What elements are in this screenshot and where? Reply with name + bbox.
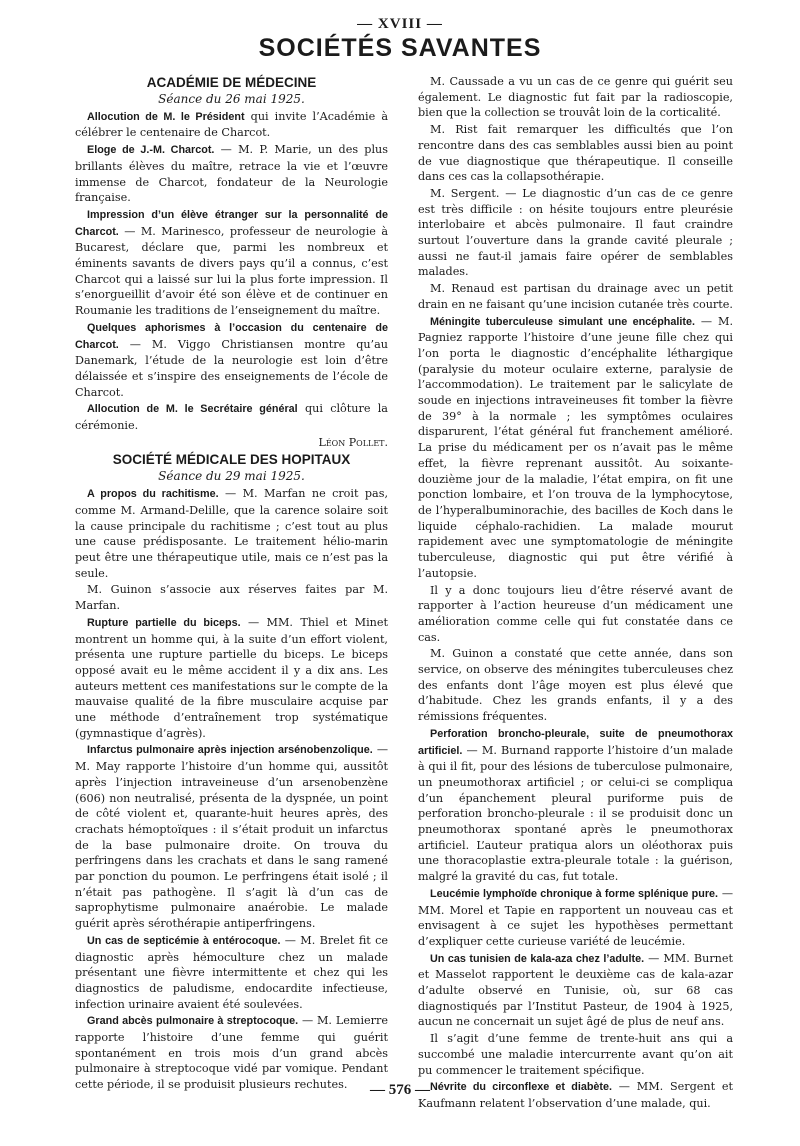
paragraph bbox=[418, 646, 733, 725]
paragraph-text: M. Guinon s’associe aux réserves faites par M. Marfan. bbox=[75, 583, 388, 613]
paragraph-text: M. Guinon a constaté que cette année, dans son service, on observe des méningites tuberculeuses chez des enfants dont l’âge moyen est plus élevé que d’habitude. Chez les grands enfants, il y a des rémissions fréquentes. bbox=[418, 647, 733, 724]
paragraph-text: — MM. Morel et Tapie en rapportent un nouveau cas et envisagent à ce sujet les hypothèses permettant d’expliquer cette curieuse variété de leucémie. bbox=[418, 886, 734, 948]
paragraph-heading: Méningite tuberculeuse simulant une encéphalite. bbox=[430, 315, 695, 328]
paragraph-text: — M. Brelet fit ce diagnostic après hémoculture chez un malade présentant une fièvre intermittente et chez qui les diagnostics de paludisme, endocardite infectieuse, infection urinaire avaient été soulevées. bbox=[75, 933, 388, 1011]
left-column bbox=[75, 74, 388, 1094]
paragraph-text: M. Rist fait remarquer les difficultés que l’on rencontre dans des cas semblables aussi bien au point de vue diagnostique que thérapeutique. Il conseille dans ces cas la collapsothérapie. bbox=[418, 123, 733, 184]
paragraph-heading: Leucémie lymphoïde chronique à forme splénique pure. bbox=[430, 887, 719, 900]
paragraph-heading: Un cas tunisien de kala-aza chez l’adulte. bbox=[430, 952, 645, 965]
paragraph-heading: Quelques aphorismes à l’occasion du centenaire de Charcot. bbox=[75, 321, 388, 351]
paragraph-text: — M. Lemierre rapporte l’histoire d’une femme qui guérit spontanément en trois mois d’un grand abcès pulmonaire à streptocoque vidé par vomique. Pendant cette période, il se produisit plusieurs rechutes. bbox=[75, 1014, 388, 1092]
paragraph bbox=[418, 726, 733, 885]
right-column bbox=[418, 74, 733, 1113]
paragraph-text: Il s’agit d’une femme de trente-huit ans qui a succombé une maladie intercurrente avant qu’on ait pu commencer le traitement spécifique. bbox=[418, 1032, 733, 1077]
paragraph-heading: Névrite du circonflexe et diabète. bbox=[430, 1081, 613, 1094]
paragraph bbox=[75, 109, 388, 141]
paragraph-heading: Perforation broncho-pleurale, suite de pneumothorax artificiel. bbox=[418, 727, 733, 757]
paragraph-heading: A propos du rachitisme. bbox=[87, 488, 219, 501]
paragraph bbox=[75, 401, 388, 433]
paragraph bbox=[75, 142, 388, 206]
paragraph bbox=[75, 615, 388, 742]
paragraph-heading: Impression d’un élève étranger sur la personnalité de Charcot. bbox=[75, 208, 388, 238]
page-number: — 576 — bbox=[370, 1082, 430, 1098]
paragraph-text: — M. Marfan ne croit pas, comme M. Armand-Delille, que la carence solaire soit la cause principale du rachitisme ; c’est tout au plus une cause prédisposante. Le traitement hélio-marin peut être une thérapeutique utile, mais ce n’est pas la seule. bbox=[75, 487, 388, 580]
paragraph bbox=[418, 1031, 733, 1078]
paragraph bbox=[75, 742, 388, 931]
paragraph-text: qui clôture la cérémonie. bbox=[75, 402, 388, 433]
paragraph-heading: Eloge de J.-M. Charcot. bbox=[87, 144, 215, 157]
paragraph-text: — MM. Thiel et Minet montrent un homme qui, à la suite d’un effort violent, présenta une rupture partielle du biceps. Le biceps opposé avait eu le même accident il y a dix ans. Les auteurs mettent ces manifestations sur le compte de la mauvaise qualité de la fibre musculaire acquise par une méthode d’entraînement trop systématique (gymnastique d’agrès). bbox=[75, 615, 388, 740]
signature: Léon Pollet. bbox=[318, 435, 388, 449]
section-numeral: — XVIII — bbox=[357, 16, 443, 32]
paragraph bbox=[75, 933, 388, 1013]
paragraph-heading: Grand abcès pulmonaire à streptocoque. bbox=[87, 1015, 299, 1028]
paragraph-text: — MM. Burnet et Masselot rapportent le deuxième cas de kala-azar d’adulte observé en Tunisie, où, sur 68 cas diagnostiqués par l’Institut Pasteur, de 1904 à 1925, aucun ne concernait un sujet âgé de plus de neuf ans. bbox=[418, 951, 733, 1029]
societe-right-items bbox=[418, 74, 733, 1112]
paragraph bbox=[418, 281, 733, 312]
paragraph bbox=[418, 74, 733, 121]
paragraph-text: M. Renaud est partisan du drainage avec un petit drain en ne faisant qu’une incision cutanée très courte. bbox=[418, 282, 733, 311]
paragraph-text: — MM. Sergent et Kaufmann relatent l’observation d’une malade, qui. bbox=[418, 1080, 733, 1110]
paragraph-heading: Allocution de M. le Président bbox=[87, 110, 245, 123]
paragraph bbox=[418, 314, 733, 582]
paragraph bbox=[418, 583, 733, 646]
societe-heading: SOCIÉTÉ MÉDICALE DES HOPITAUX bbox=[112, 452, 351, 468]
paragraph bbox=[75, 1013, 388, 1093]
academie-items bbox=[75, 109, 388, 434]
paragraph-text: M. Sergent. — Le diagnostic d’un cas de ce genre est très difficile : on hésite toujours entre pleurésie interlobaire et abcès pulmonaire. Il faut craindre surtout l’ouverture dans la grande cavité pleurale ; aussi ne faut-il jamais faire opérer de semblables malades. bbox=[418, 186, 733, 279]
paragraph bbox=[418, 122, 733, 185]
paragraph-heading: Allocution de M. le Secrétaire général bbox=[87, 403, 298, 416]
academie-session-date: Séance du 26 mai 1925. bbox=[158, 92, 305, 106]
paragraph bbox=[75, 207, 388, 319]
societe-session-date: Séance du 29 mai 1925. bbox=[158, 469, 305, 484]
paragraph-text: — M. P. Marie, un des plus brillants élèves du maître, retrace la vie et l’œuvre immense de Charcot, fondateur de la Neurologie française. bbox=[75, 143, 388, 205]
paragraph-text: — M. May rapporte l’histoire d’un homme qui, aussitôt après l’injection intraveineuse d’un arsenobenzène (606) non neutralisé, présenta de la dyspnée, un point de côté violent et, quarante-huit heures après, des crachats hémoptoïques : il s’était produit un infarctus de la base pulmonaire droite. On trouva du perfringens dans les crachats et dans le sang ramené par ponction du poumon. Le perfringens était isolé ; il n’était pas pathogène. Il s’agit là d’un cas de saprophytisme pulmonaire anaérobie. Le malade guérit après sérothérapie antiperfringens. bbox=[75, 743, 389, 931]
academie-heading: ACADÉMIE DE MÉDECINE bbox=[146, 75, 317, 90]
paragraph-text: — M. Burnand rapporte l’histoire d’un malade à qui il fit, pour des lésions de tuberculose pulmonaire, un pneumothorax artificiel ; or celui-ci se compliqua d’un épanchement pleural puriforme puis de perforation broncho-pleurale : il se produisit donc un pneumothorax spontané après le pneumothorax artificiel. L’auteur pratiqua alors un oléothorax puis une thoracoplastie extra-pleurale totale : la guérison, malgré la gravité du cas, fut totale. bbox=[418, 743, 733, 884]
paragraph-text: M. Caussade a vu un cas de ce genre qui guérit seu également. Le diagnostic fut fait par la radioscopie, bien que la collection se trouvât loin de la corticalité. bbox=[418, 75, 733, 120]
paragraph-text: — M. Marinesco, professeur de neurologie à Bucarest, déclare que, parmi les nombreux et éminents savants de divers pays qu’il a connus, c’est Charcot qui a laissé sur lui la plus forte impression. Il s’enorgueillit d’avoir été son élève et de continuer en Roumanie les traditions de l’enseignement du maître. bbox=[75, 224, 388, 318]
paragraph bbox=[75, 486, 388, 581]
paragraph bbox=[418, 186, 733, 280]
societe-left-items bbox=[75, 486, 388, 1093]
paragraph bbox=[75, 320, 388, 401]
paragraph bbox=[75, 582, 388, 613]
paragraph bbox=[418, 886, 733, 950]
page-title: SOCIÉTÉS SAVANTES bbox=[258, 34, 542, 62]
paragraph-text: — M. Pagniez rapporte l’histoire d’une jeune fille chez qui l’on porta le diagnostic d’encéphalite léthargique (paralysie du moteur oculaire externe, paralysie de l’accommodation). Le traitement par le salicylate de soude en injections intraveineuses fit tomber la fièvre de 39° à la normale ; les symptômes oculaires disparurent, l’état général fut franchement amélioré. La prise du médicament per os n’avait pas le même effet, la fièvre reprenant aussitôt. Au soixante-douzième jour de la maladie, l’état empira, on fit une ponction lombaire, et l’on trouva de la lymphocytose, de l’hyperalbuminorachie, des bacilles de Koch dans le liquide céphalo-rachidien. La malade mourut rapidement avec une symptomatologie de méningite tuberculeuse, diagnostic qui put être vérifié à l’autopsie. bbox=[418, 314, 733, 580]
paragraph-heading: Infarctus pulmonaire après injection arsénobenzolique. bbox=[87, 744, 373, 757]
paragraph-heading: Un cas de septicémie à entérocoque. bbox=[87, 934, 281, 947]
paragraph-text: Il y a donc toujours lieu d’être réservé avant de rapporter à l’action heureuse d’un médicament une amélioration comme celle qui fut constatée dans ce cas. bbox=[418, 583, 733, 644]
paragraph-heading: Rupture partielle du biceps. bbox=[87, 616, 241, 629]
paragraph-text: qui invite l’Académie à célébrer le centenaire de Charcot. bbox=[75, 109, 388, 140]
paragraph bbox=[418, 951, 733, 1031]
paragraph-text: — M. Viggo Christiansen montre qu’au Danemark, l’étude de la neurologie est loin d’être délaissée et s’inspire des enseignements de l’école de Charcot. bbox=[75, 337, 388, 399]
